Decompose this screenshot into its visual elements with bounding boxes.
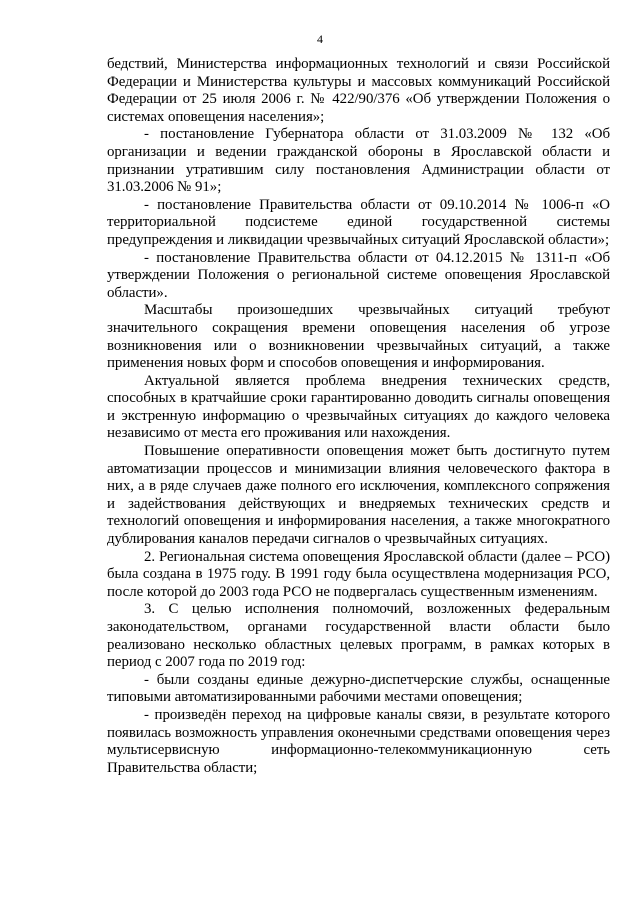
paragraph-list-item: - постановление Правительства области от 09.10.2014 № 1006-п «О территориальной подсистеме единой государственной системы предупреждения и ликвидации чрезвычайных ситуаций Ярославской области»; bbox=[107, 196, 610, 248]
document-body bbox=[107, 56, 610, 777]
paragraph-list-item: - произведён переход на цифровые каналы связи, в результате которого появилась возможность управления оконечными средствами оповещения через мультисервисную информационно-телекоммуникационную сеть Правительства области; bbox=[107, 706, 610, 776]
paragraph: Актуальной является проблема внедрения технических средств, способных в кратчайшие сроки гарантированно доводить сигналы оповещения и экстренную информацию о чрезвычайных ситуациях до каждого человека независимо от места его проживания или нахождения. bbox=[107, 372, 610, 442]
paragraph-list-item: - постановление Губернатора области от 31.03.2009 № 132 «Об организации и ведении гражданской обороны в Ярославской области и признании утратившим силу постановления Администрации области от 31.03.2006 № 91»; bbox=[107, 126, 610, 196]
paragraph-list-item: - были созданы единые дежурно-диспетчерские службы, оснащенные типовыми автоматизированными рабочими местами оповещения; bbox=[107, 671, 610, 706]
paragraph-numbered: 2. Региональная система оповещения Ярославской области (далее – РСО) была создана в 1975 году. В 1991 году была осуществлена модернизация РСО, после которой до 2003 года РСО не подвергалась существенным изменениям. bbox=[107, 548, 610, 600]
page-number: 4 bbox=[317, 32, 323, 46]
paragraph-list-item: - постановление Правительства области от 04.12.2015 № 1311-п «Об утверждении Положения о региональной системе оповещения Ярославской области». bbox=[107, 249, 610, 301]
paragraph: Масштабы произошедших чрезвычайных ситуаций требуют значительного сокращения времени оповещения населения об угрозе возникновения или о возникновении чрезвычайных ситуаций, а также применения новых форм и способов оповещения и информирования. bbox=[107, 302, 610, 372]
paragraph-numbered: 3. С целью исполнения полномочий, возложенных федеральным законодательством, органами государственной власти области было реализовано несколько областных целевых программ, в рамках которых в период с 2007 года по 2019 год: bbox=[107, 601, 610, 671]
paragraph-continuation: бедствий, Министерства информационных технологий и связи Российской Федерации и Министерства культуры и массовых коммуникаций Российской Федерации от 25 июля 2006 г. № 422/90/376 «Об утверждении Положения о системах оповещения населения»; bbox=[107, 56, 610, 125]
paragraph: Повышение оперативности оповещения может быть достигнуто путем автоматизации процессов и минимизации влияния человеческого фактора в них, а в ряде случаев даже полного его исключения, комплексного сопряжения и задействования действующих и внедряемых технических средств и технологий оповещения и информирования населения, а также многократного дублирования каналов передачи сигналов о чрезвычайных ситуациях. bbox=[107, 443, 610, 548]
